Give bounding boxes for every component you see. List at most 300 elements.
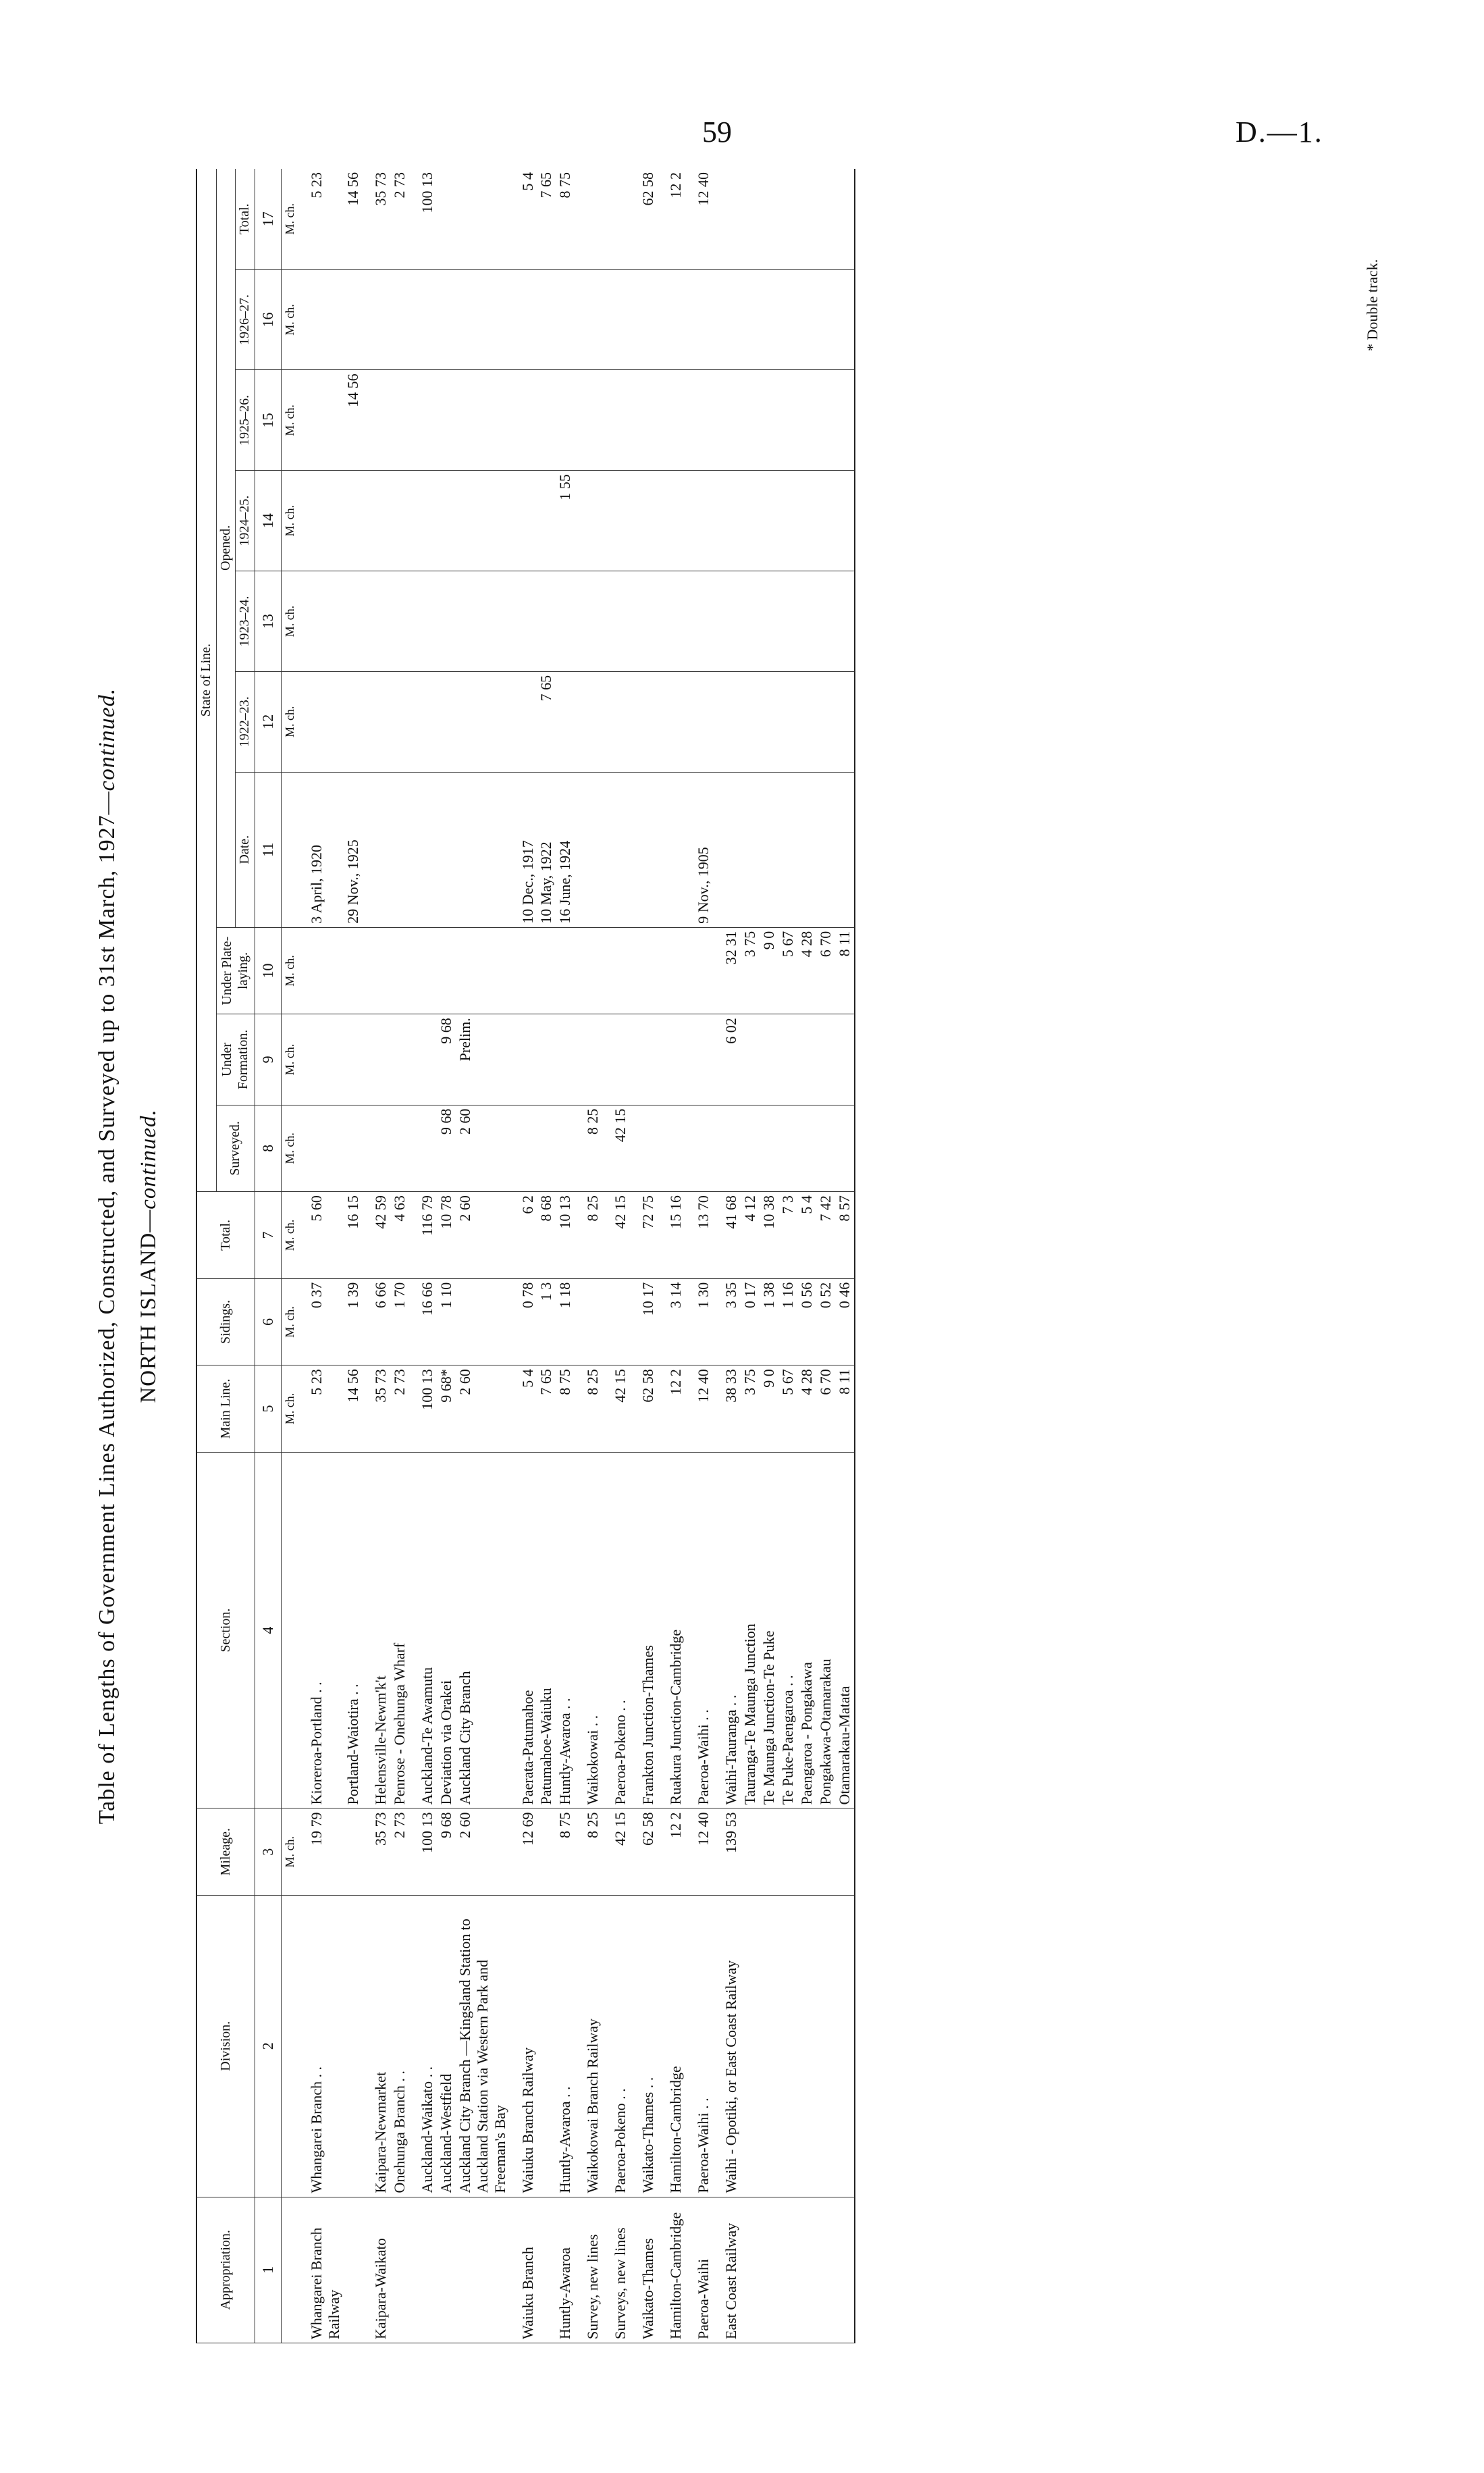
main-line-cell: 62 58 (630, 1365, 658, 1453)
under-platelaying-cell (363, 927, 390, 1014)
under-platelaying-cell (456, 927, 510, 1014)
column-number: 16 (255, 269, 281, 370)
year-1926-27-cell (778, 269, 797, 370)
under-formation-cell (741, 1014, 760, 1105)
year-1926-27-cell (537, 269, 556, 370)
section-cell: Paengaroa - Pongakawa (797, 1452, 816, 1808)
unit-label: M. ch. (281, 370, 298, 471)
year-1922-23-cell (437, 671, 456, 772)
appropriation-cell: East Coast Railway (713, 2197, 741, 2343)
under-formation-cell (363, 1014, 390, 1105)
sidings-cell: 6 66 (363, 1278, 390, 1365)
under-platelaying-cell (658, 927, 685, 1014)
opened-date-cell: 10 Dec., 1917 (510, 772, 537, 927)
total-cell: 8 25 (575, 1192, 602, 1279)
section-cell: Paeroa-Waihi . . (685, 1452, 713, 1808)
column-number: 9 (255, 1014, 281, 1105)
opened-date-cell: 3 April, 1920 (298, 772, 344, 927)
main-line-cell: 12 40 (685, 1365, 713, 1453)
year-1922-23-cell (575, 671, 602, 772)
section-cell: Paerata-Patumahoe (510, 1452, 537, 1808)
year-1923-24-cell (390, 571, 409, 672)
year-1925-26-cell (510, 370, 537, 471)
year-1924-25-cell (778, 471, 797, 571)
year-1923-24-cell (760, 571, 778, 672)
appropriation-cell (437, 2197, 456, 2343)
appropriation-cell (537, 2197, 556, 2343)
division-cell: Paeroa-Waihi . . (685, 1896, 713, 2197)
under-formation-cell (409, 1014, 437, 1105)
total-cell: 6 2 (510, 1192, 537, 1279)
column-number: 11 (255, 772, 281, 927)
sidings-cell (456, 1278, 510, 1365)
table-row (298, 169, 344, 2343)
division-cell: Paeroa-Pokeno . . (602, 1896, 630, 2197)
opened-date-cell: 9 Nov., 1905 (685, 772, 713, 927)
year-1924-25-cell (797, 471, 816, 571)
column-number: 17 (255, 169, 281, 269)
opened-date-cell (390, 772, 409, 927)
table-row (556, 169, 575, 2343)
year-1922-23-cell (778, 671, 797, 772)
year-1923-24-cell (741, 571, 760, 672)
sidings-cell (575, 1278, 602, 1365)
column-number: 14 (255, 471, 281, 571)
surveyed-cell (835, 1105, 855, 1192)
section-cell: Patumahoe-Waiuku (537, 1452, 556, 1808)
year-1923-24-cell (797, 571, 816, 672)
table-row (760, 169, 778, 2343)
division-cell: Waihi - Opotiki, or East Coast Railway (713, 1896, 741, 2197)
total-cell: 4 63 (390, 1192, 409, 1279)
year-1925-26-cell (658, 370, 685, 471)
year-1922-23-cell (298, 671, 344, 772)
division-cell: Huntly-Awaroa . . (556, 1896, 575, 2197)
year-1924-25-cell (344, 471, 363, 571)
year-1922-23-cell (456, 671, 510, 772)
column-number: 10 (255, 927, 281, 1014)
year-1925-26-cell (537, 370, 556, 471)
year-1922-23-cell (602, 671, 630, 772)
year-1922-23-cell (741, 671, 760, 772)
surveyed-cell (797, 1105, 816, 1192)
section-cell: Helensville-Newm'k't (363, 1452, 390, 1808)
sidings-cell: 1 70 (390, 1278, 409, 1365)
surveyed-cell: 2 60 (456, 1105, 510, 1192)
main-line-cell: 2 73 (390, 1365, 409, 1453)
mileage-cell: 42 15 (602, 1808, 630, 1896)
unit-label: M. ch. (281, 1278, 298, 1365)
total-cell: 8 68 (537, 1192, 556, 1279)
surveyed-cell (409, 1105, 437, 1192)
unit-label: M. ch. (281, 269, 298, 370)
under-formation-cell (835, 1014, 855, 1105)
year-1923-24-cell (778, 571, 797, 672)
column-number: 4 (255, 1452, 281, 1808)
table-row (363, 169, 390, 2343)
table-row (797, 169, 816, 2343)
header-year-3: 1924–25. (236, 471, 255, 571)
sidings-cell: 0 17 (741, 1278, 760, 1365)
main-line-cell: 38 33 (713, 1365, 741, 1453)
under-platelaying-cell: 32 31 (713, 927, 741, 1014)
column-number-row (255, 169, 281, 2343)
year-1923-24-cell (437, 571, 456, 672)
unit-blank (281, 1896, 298, 2197)
year-1925-26-cell (456, 370, 510, 471)
unit-label: M. ch. (281, 169, 298, 269)
year-1926-27-cell (658, 269, 685, 370)
mileage-cell: 2 73 (390, 1808, 409, 1896)
total-cell: 10 13 (556, 1192, 575, 1279)
appropriation-cell (816, 2197, 835, 2343)
year-1926-27-cell (835, 269, 855, 370)
under-formation-cell (344, 1014, 363, 1105)
year-1924-25-cell (685, 471, 713, 571)
mileage-cell (537, 1808, 556, 1896)
surveyed-cell (556, 1105, 575, 1192)
title-continued: continued. (95, 687, 120, 791)
table-row (658, 169, 685, 2343)
appropriation-cell: Kaipara-Waikato (363, 2197, 390, 2343)
column-number: 1 (255, 2197, 281, 2343)
table-row (390, 169, 409, 2343)
section-cell: Auckland City Branch (456, 1452, 510, 1808)
header-surveyed: Surveyed. (216, 1105, 255, 1192)
opened-total-cell: 12 40 (685, 169, 713, 269)
total-cell: 116 79 (409, 1192, 437, 1279)
sidings-cell: 16 66 (409, 1278, 437, 1365)
appropriation-cell: Whangarei Branch Railway (298, 2197, 344, 2343)
table-row (575, 169, 602, 2343)
opened-total-cell: 35 73 (363, 169, 390, 269)
opened-date-cell (778, 772, 797, 927)
year-1922-23-cell (409, 671, 437, 772)
opened-date-cell (713, 772, 741, 927)
section-cell: Waikokowai . . (575, 1452, 602, 1808)
mileage-cell (778, 1808, 797, 1896)
under-formation-cell (630, 1014, 658, 1105)
year-1924-25-cell (575, 471, 602, 571)
table-row (713, 169, 741, 2343)
surveyed-cell (298, 1105, 344, 1192)
unit-row (281, 169, 298, 2343)
sidings-cell: 1 3 (537, 1278, 556, 1365)
section-cell: Tauranga-Te Maunga Junction (741, 1452, 760, 1808)
page-reference: D.—1. (1236, 115, 1323, 149)
division-cell (797, 1896, 816, 2197)
opened-date-cell (575, 772, 602, 927)
division-cell: Auckland City Branch —Kingsland Station to Auckland Station via Western Park and Freeman's Bay (456, 1896, 510, 2197)
year-1925-26-cell (602, 370, 630, 471)
table-row (685, 169, 713, 2343)
year-1923-24-cell (537, 571, 556, 672)
opened-total-cell (797, 169, 816, 269)
year-1924-25-cell (510, 471, 537, 571)
subtitle-continued: continued. (136, 1109, 161, 1209)
total-cell: 10 38 (760, 1192, 778, 1279)
opened-date-cell (835, 772, 855, 927)
year-1925-26-cell: 14 56 (344, 370, 363, 471)
under-platelaying-cell (390, 927, 409, 1014)
division-cell: Auckland-Westfield (437, 1896, 456, 2197)
mileage-cell (797, 1808, 816, 1896)
opened-total-cell: 14 56 (344, 169, 363, 269)
year-1925-26-cell (298, 370, 344, 471)
column-number: 13 (255, 571, 281, 672)
sidings-cell: 3 14 (658, 1278, 685, 1365)
header-year-2: 1923–24. (236, 571, 255, 672)
total-cell: 5 4 (797, 1192, 816, 1279)
table-body (298, 169, 855, 2343)
main-line-cell: 6 70 (816, 1365, 835, 1453)
under-formation-cell: Prelim. (456, 1014, 510, 1105)
opened-date-cell (797, 772, 816, 927)
total-cell: 8 57 (835, 1192, 855, 1279)
opened-total-cell: 12 2 (658, 169, 685, 269)
opened-total-cell (760, 169, 778, 269)
surveyed-cell (390, 1105, 409, 1192)
under-platelaying-cell (510, 927, 537, 1014)
table-row (778, 169, 797, 2343)
appropriation-cell: Survey, new lines (575, 2197, 602, 2343)
year-1924-25-cell (630, 471, 658, 571)
main-line-cell: 5 23 (298, 1365, 344, 1453)
year-1926-27-cell (685, 269, 713, 370)
under-formation-cell (797, 1014, 816, 1105)
year-1923-24-cell (575, 571, 602, 672)
section-cell: Ruakura Junction-Cambridge (658, 1452, 685, 1808)
year-1923-24-cell (363, 571, 390, 672)
year-1922-23-cell (556, 671, 575, 772)
surveyed-cell (816, 1105, 835, 1192)
section-cell: Portland-Waiotira . . (344, 1452, 363, 1808)
sidings-cell: 0 37 (298, 1278, 344, 1365)
main-line-cell: 3 75 (741, 1365, 760, 1453)
surveyed-cell (778, 1105, 797, 1192)
year-1922-23-cell (363, 671, 390, 772)
rotated-table-page (95, 169, 1418, 2343)
unit-label: M. ch. (281, 927, 298, 1014)
table-row (835, 169, 855, 2343)
section-cell: Frankton Junction-Thames (630, 1452, 658, 1808)
year-1924-25-cell (816, 471, 835, 571)
appropriation-cell: Paeroa-Waihi (685, 2197, 713, 2343)
appropriation-cell (390, 2197, 409, 2343)
year-1926-27-cell (797, 269, 816, 370)
opened-total-cell (778, 169, 797, 269)
year-1923-24-cell (298, 571, 344, 672)
under-platelaying-cell: 8 11 (835, 927, 855, 1014)
section-cell: Otamarakau-Matata (835, 1452, 855, 1808)
mileage-cell: 62 58 (630, 1808, 658, 1896)
under-formation-cell (658, 1014, 685, 1105)
header-under-platelaying: Under Plate-laying. (216, 927, 255, 1014)
year-1923-24-cell (344, 571, 363, 672)
under-platelaying-cell: 6 70 (816, 927, 835, 1014)
under-platelaying-cell: 9 0 (760, 927, 778, 1014)
year-1924-25-cell (713, 471, 741, 571)
total-cell: 4 12 (741, 1192, 760, 1279)
year-1924-25-cell (658, 471, 685, 571)
section-cell: Kioreroa-Portland . . (298, 1452, 344, 1808)
mileage-cell (760, 1808, 778, 1896)
mileage-cell (741, 1808, 760, 1896)
sidings-cell: 0 52 (816, 1278, 835, 1365)
opened-total-cell: 5 4 (510, 169, 537, 269)
year-1926-27-cell (390, 269, 409, 370)
sidings-cell: 3 35 (713, 1278, 741, 1365)
header-year-4: 1925–26. (236, 370, 255, 471)
year-1924-25-cell: 1 55 (556, 471, 575, 571)
year-1925-26-cell (778, 370, 797, 471)
subtitle-text: NORTH ISLAND— (136, 1209, 161, 1403)
year-1925-26-cell (390, 370, 409, 471)
under-platelaying-cell (537, 927, 556, 1014)
year-1924-25-cell (298, 471, 344, 571)
mileage-cell: 8 75 (556, 1808, 575, 1896)
unit-blank (281, 1452, 298, 1808)
main-line-cell: 5 67 (778, 1365, 797, 1453)
division-cell (741, 1896, 760, 2197)
appropriation-cell (835, 2197, 855, 2343)
sidings-cell: 1 18 (556, 1278, 575, 1365)
under-platelaying-cell (298, 927, 344, 1014)
surveyed-cell (630, 1105, 658, 1192)
opened-date-cell: 10 May, 1922 (537, 772, 556, 927)
under-formation-cell (298, 1014, 344, 1105)
main-line-cell: 5 4 (510, 1365, 537, 1453)
section-cell: Huntly-Awaroa . . (556, 1452, 575, 1808)
under-platelaying-cell (409, 927, 437, 1014)
mileage-cell: 2 60 (456, 1808, 510, 1896)
opened-total-cell: 5 23 (298, 169, 344, 269)
main-line-cell: 12 2 (658, 1365, 685, 1453)
year-1925-26-cell (685, 370, 713, 471)
under-formation-cell (575, 1014, 602, 1105)
under-formation-cell (685, 1014, 713, 1105)
opened-date-cell (409, 772, 437, 927)
header-total: Total. (196, 1192, 255, 1279)
year-1925-26-cell (816, 370, 835, 471)
division-cell (835, 1896, 855, 2197)
main-line-cell: 2 60 (456, 1365, 510, 1453)
year-1922-23-cell (630, 671, 658, 772)
division-cell (778, 1896, 797, 2197)
mileage-cell: 8 25 (575, 1808, 602, 1896)
total-cell: 13 70 (685, 1192, 713, 1279)
section-cell: Te Puke-Paengaroa . . (778, 1452, 797, 1808)
year-1923-24-cell (409, 571, 437, 672)
year-1924-25-cell (390, 471, 409, 571)
appropriation-cell (778, 2197, 797, 2343)
unit-label: M. ch. (281, 471, 298, 571)
sidings-cell: 0 78 (510, 1278, 537, 1365)
year-1925-26-cell (797, 370, 816, 471)
main-line-cell: 7 65 (537, 1365, 556, 1453)
section-cell: Te Maunga Junction-Te Puke (760, 1452, 778, 1808)
section-cell: Deviation via Orakei (437, 1452, 456, 1808)
year-1925-26-cell (760, 370, 778, 471)
surveyed-cell: 42 15 (602, 1105, 630, 1192)
year-1924-25-cell (537, 471, 556, 571)
table-row (537, 169, 556, 2343)
division-cell (537, 1896, 556, 2197)
section-cell: Waihi-Tauranga . . (713, 1452, 741, 1808)
sidings-cell (602, 1278, 630, 1365)
opened-total-cell (602, 169, 630, 269)
year-1925-26-cell (409, 370, 437, 471)
year-1922-23-cell (390, 671, 409, 772)
under-platelaying-cell (630, 927, 658, 1014)
total-cell: 7 42 (816, 1192, 835, 1279)
mileage-cell (344, 1808, 363, 1896)
opened-total-cell: 7 65 (537, 169, 556, 269)
column-number: 7 (255, 1192, 281, 1279)
appropriation-cell: Waikato-Thames (630, 2197, 658, 2343)
unit-label: M. ch. (281, 1105, 298, 1192)
division-cell: Waiuku Branch Railway (510, 1896, 537, 2197)
year-1926-27-cell (344, 269, 363, 370)
year-1926-27-cell (741, 269, 760, 370)
under-formation-cell (390, 1014, 409, 1105)
surveyed-cell (685, 1105, 713, 1192)
year-1926-27-cell (437, 269, 456, 370)
under-platelaying-cell (344, 927, 363, 1014)
year-1925-26-cell (575, 370, 602, 471)
year-1922-23-cell (685, 671, 713, 772)
table-title (95, 169, 120, 2343)
total-cell: 10 78 (437, 1192, 456, 1279)
main-line-cell: 8 25 (575, 1365, 602, 1453)
column-number: 15 (255, 370, 281, 471)
opened-total-cell (835, 169, 855, 269)
table-row (741, 169, 760, 2343)
sidings-cell: 1 30 (685, 1278, 713, 1365)
year-1923-24-cell (816, 571, 835, 672)
main-line-cell: 42 15 (602, 1365, 630, 1453)
total-cell: 7 3 (778, 1192, 797, 1279)
mileage-cell (835, 1808, 855, 1896)
opened-total-cell: 100 13 (409, 169, 437, 269)
column-number: 3 (255, 1808, 281, 1896)
under-formation-cell: 9 68 (437, 1014, 456, 1105)
table-subtitle (136, 169, 161, 2343)
year-1922-23-cell: 7 65 (537, 671, 556, 772)
opened-total-cell (816, 169, 835, 269)
opened-total-cell: 62 58 (630, 169, 658, 269)
sidings-cell: 0 56 (797, 1278, 816, 1365)
appropriation-cell: Hamilton-Cambridge (658, 2197, 685, 2343)
under-formation-cell (778, 1014, 797, 1105)
opened-date-cell (816, 772, 835, 927)
year-1926-27-cell (602, 269, 630, 370)
main-line-cell: 8 75 (556, 1365, 575, 1453)
total-cell: 42 15 (602, 1192, 630, 1279)
unit-label: M. ch. (281, 1808, 298, 1896)
table-row (344, 169, 363, 2343)
header-appropriation: Appropriation. (196, 2197, 255, 2343)
opened-total-cell (713, 169, 741, 269)
year-1924-25-cell (363, 471, 390, 571)
table-row (456, 169, 510, 2343)
total-cell: 5 60 (298, 1192, 344, 1279)
year-1924-25-cell (602, 471, 630, 571)
section-cell: Auckland-Te Awamutu (409, 1452, 437, 1808)
year-1926-27-cell (409, 269, 437, 370)
under-formation-cell (537, 1014, 556, 1105)
header-year-5: 1926–27. (236, 269, 255, 370)
